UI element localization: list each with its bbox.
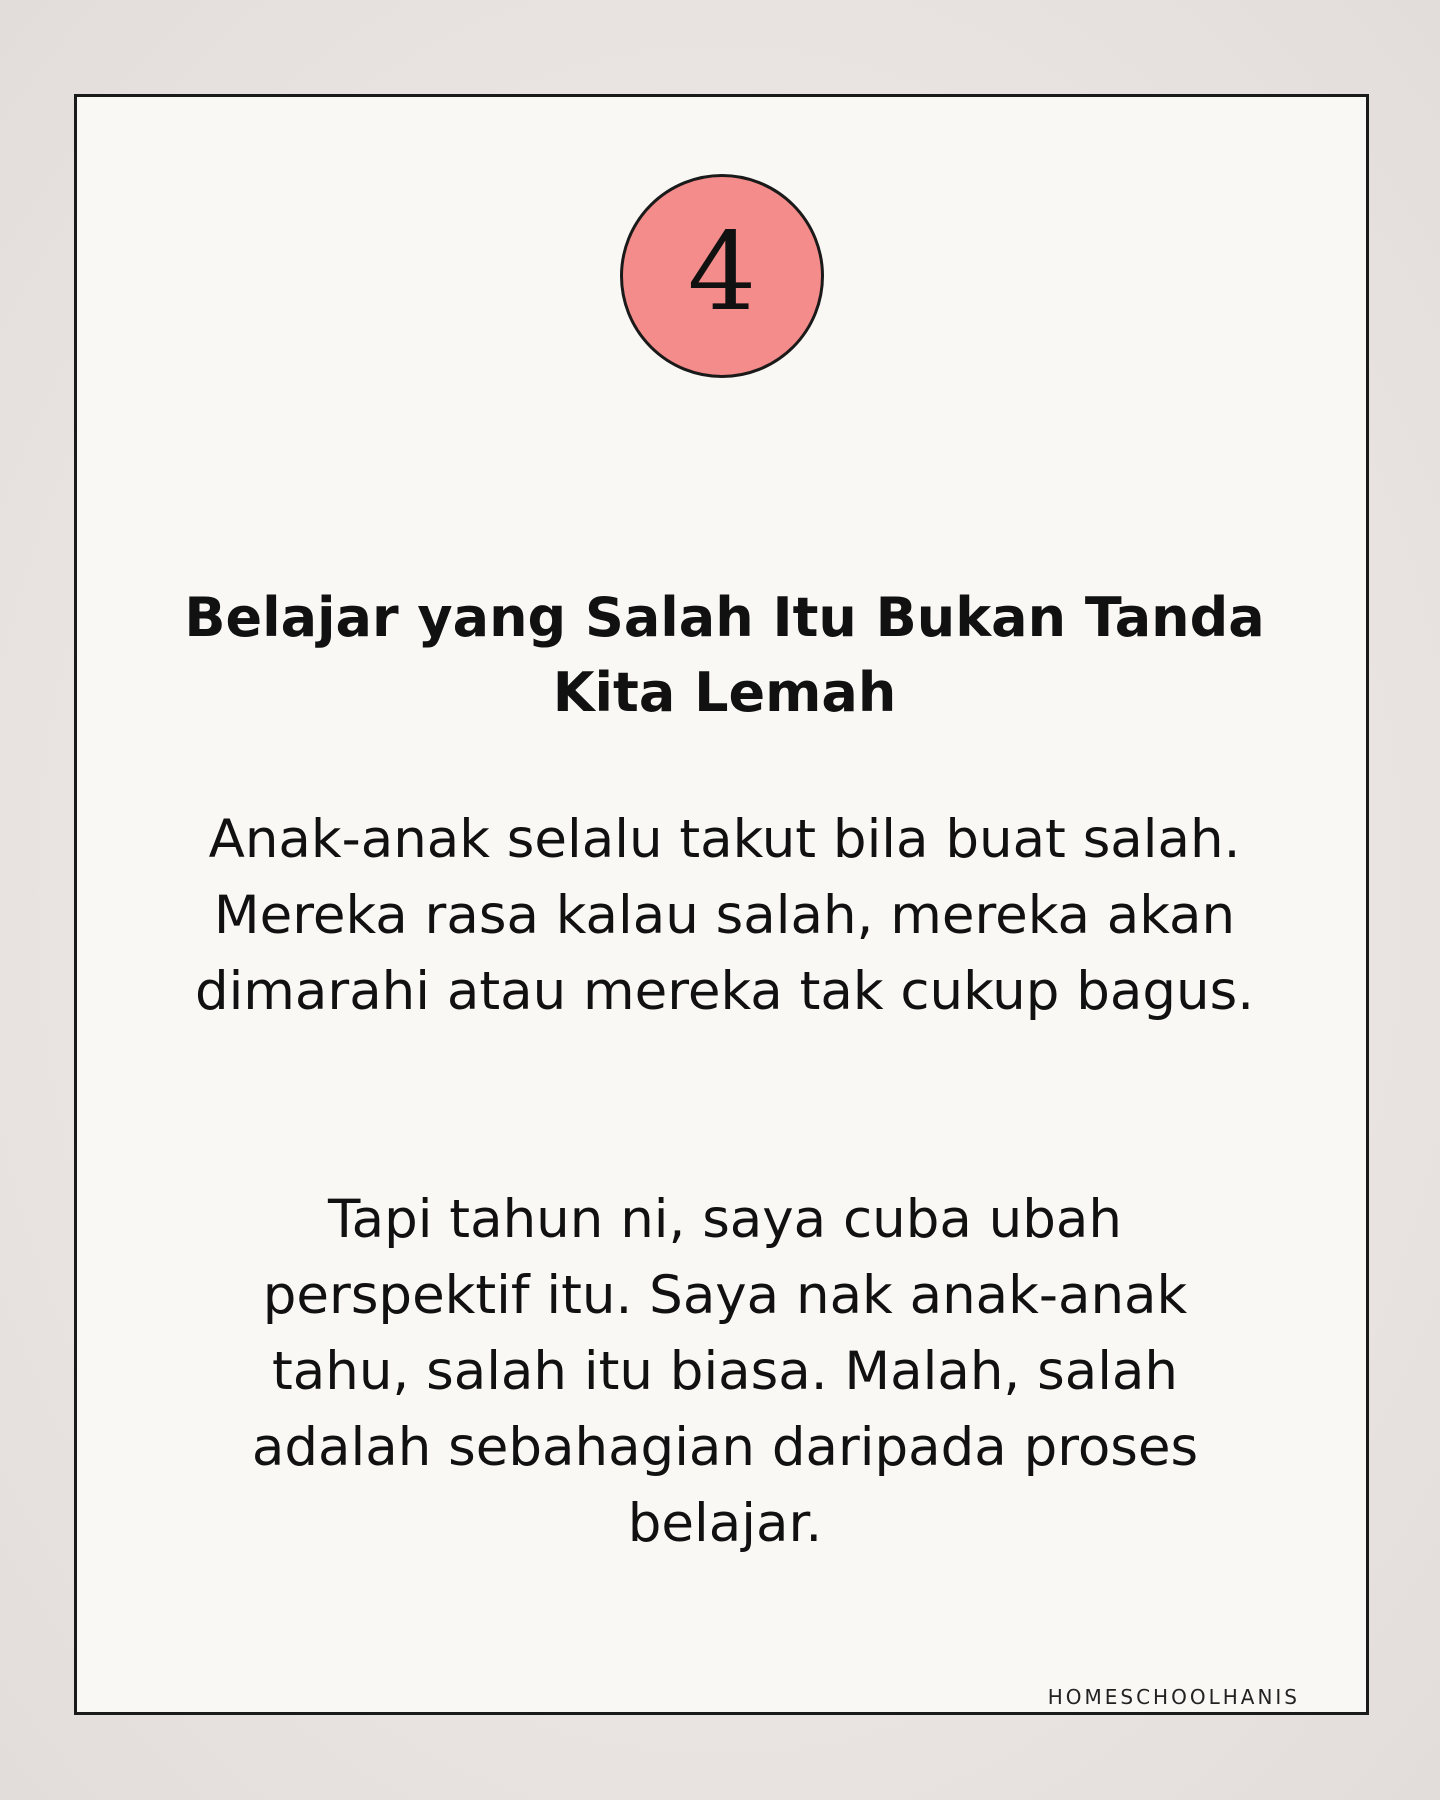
headline: Belajar yang Salah Itu Bukan Tanda Kita Lemah	[184, 586, 1265, 724]
paragraph-intro: Anak-anak selalu takut bila buat salah. Mereka rasa kalau salah, mereka akan dimarahi atau mereka tak cukup bagus.	[194, 809, 1255, 1022]
brand-watermark: HOMESCHOOLHANIS	[1042, 1685, 1306, 1709]
badge-number: 4	[687, 210, 757, 335]
paragraph-perspective: Tapi tahun ni, saya cuba ubah perspektif itu. Saya nak anak-anak tahu, salah itu biasa. Malah, salah adalah sebahagian daripada proses belajar.	[251, 1189, 1199, 1554]
content-card	[74, 94, 1369, 1715]
number-badge	[620, 174, 824, 378]
